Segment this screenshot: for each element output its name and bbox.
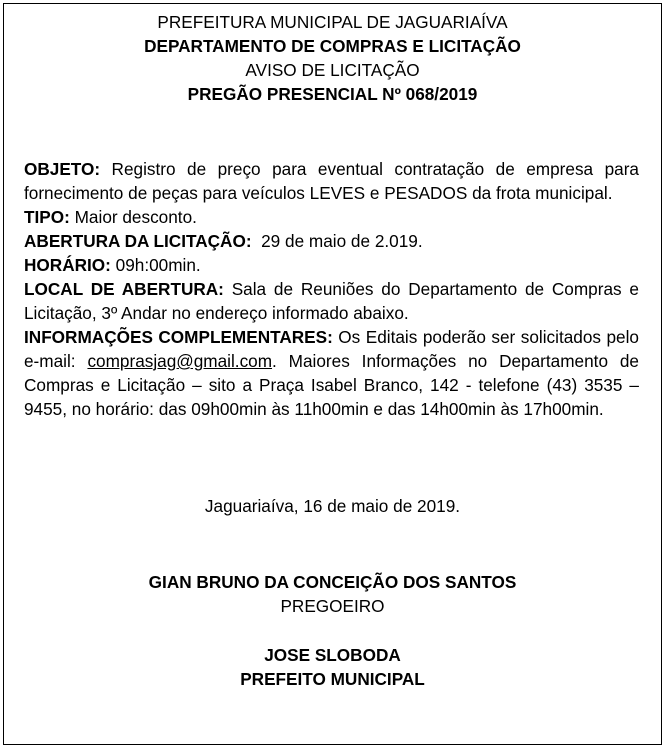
- local-paragraph: [24, 277, 639, 325]
- informacoes-label: INFORMAÇÕES COMPLEMENTARES:: [24, 327, 333, 347]
- tipo-text: Maior desconto.: [69, 207, 197, 227]
- informacoes-text-before: Os Editais poderão ser solicitados pelo e-mail:: [24, 327, 639, 371]
- informacoes-paragraph: [24, 325, 639, 421]
- notice-header: [4, 10, 661, 106]
- signatory-role: PREGOEIRO: [280, 596, 385, 616]
- signatory-name: GIAN BRUNO DA CONCEIÇÃO DOS SANTOS: [148, 572, 517, 592]
- objeto-label: OBJETO:: [24, 159, 101, 179]
- process-number: PREGÃO PRESENCIAL Nº 068/2019: [187, 84, 478, 104]
- objeto-text: Registro de preço para eventual contratação de empresa para fornecimento de peças para veículos LEVES e PESADOS da frota municipal.: [24, 159, 639, 203]
- notice-type: AVISO DE LICITAÇÃO: [245, 60, 420, 80]
- abertura-label: ABERTURA DA LICITAÇÃO:: [24, 231, 252, 251]
- horario-text: 09h:00min.: [110, 255, 201, 275]
- local-text: Sala de Reuniões do Departamento de Compras e Licitação, 3º Andar no endereço informado abaixo.: [24, 279, 639, 323]
- tipo-paragraph: [24, 205, 639, 229]
- abertura-text: 29 de maio de 2.019.: [251, 231, 423, 251]
- signature-block-prefeito: [4, 643, 661, 691]
- email-link[interactable]: comprasjag@gmail.com: [87, 351, 273, 371]
- dateline: Jaguariaíva, 16 de maio de 2019.: [204, 496, 461, 516]
- local-label: LOCAL DE ABERTURA:: [24, 279, 224, 299]
- department-title: DEPARTAMENTO DE COMPRAS E LICITAÇÃO: [144, 36, 521, 56]
- signature-block-pregoeiro: [4, 570, 661, 618]
- municipality-title: PREFEITURA MUNICIPAL DE JAGUARIAÍVA: [157, 12, 508, 32]
- notice-document: [3, 3, 662, 745]
- signatory-role: PREFEITO MUNICIPAL: [240, 669, 425, 689]
- signatory-name: JOSE SLOBODA: [264, 645, 401, 665]
- horario-paragraph: [24, 253, 639, 277]
- notice-body: [24, 157, 639, 421]
- informacoes-text-after: . Maiores Informações no Departamento de Compras e Licitação – sito a Praça Isabel Branco, 142 - telefone (43) 3535 – 9455, no horário: das 09h00min às 11h00min e das 14h00min às 17h00min.: [24, 351, 639, 419]
- objeto-paragraph: [24, 157, 639, 205]
- tipo-label: TIPO:: [24, 207, 70, 227]
- horario-label: HORÁRIO:: [24, 255, 111, 275]
- abertura-paragraph: [24, 229, 639, 253]
